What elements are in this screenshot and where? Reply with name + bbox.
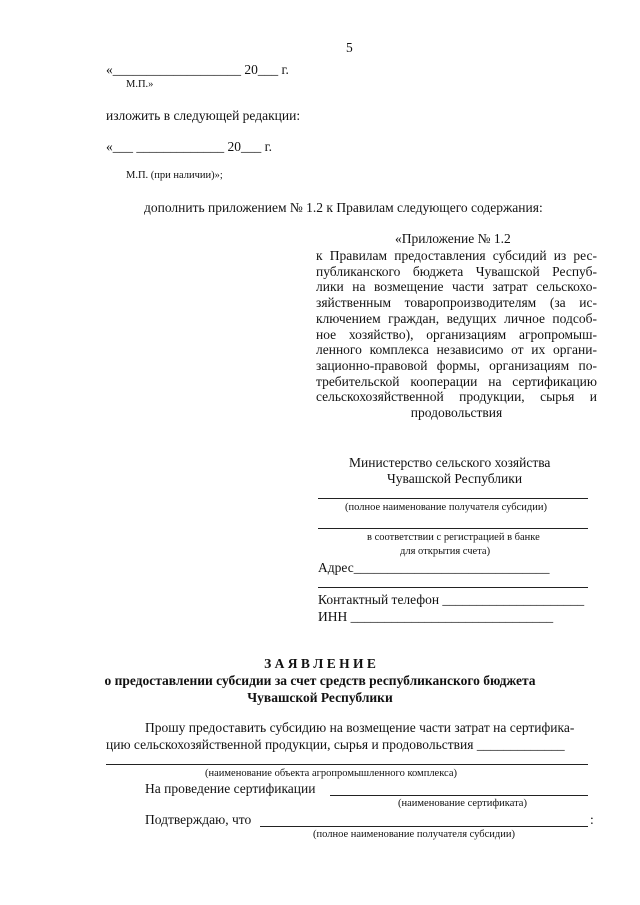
bank-field bbox=[318, 528, 588, 529]
appendix-line: сельскохозяйственной продукции, сырья и bbox=[316, 389, 597, 405]
confirm-field bbox=[260, 826, 588, 827]
confirm-colon: : bbox=[590, 812, 594, 827]
confirm-label: Подтверждаю, что bbox=[145, 812, 252, 827]
appendix-line: к Правилам предоставления субсидий из рес- bbox=[316, 248, 597, 263]
ministry-line-2: Чувашской Республики bbox=[387, 471, 523, 486]
certification-label: На проведение сертификации bbox=[145, 781, 316, 796]
object-field bbox=[106, 764, 588, 765]
address-field: Адрес_____________________________ bbox=[318, 560, 550, 575]
appendix-last-line: продовольствия bbox=[410, 405, 503, 421]
certification-caption: (наименование сертификата) bbox=[398, 798, 527, 809]
recipient-name-caption: (полное наименование получателя субсидии) bbox=[345, 502, 547, 513]
appendix-line: зяйственным товаропроизводителям (за ис- bbox=[316, 295, 597, 311]
appendix-text bbox=[316, 248, 597, 421]
appendix-line: лики на возмещение части затрат сельскохо- bbox=[316, 279, 597, 295]
object-caption: (наименование объекта агропромышленного комплекса) bbox=[205, 768, 458, 779]
statement-para-1: Прошу предоставить субсидию на возмещение части затрат на сертифика- bbox=[145, 720, 575, 735]
ministry-line-1: Министерство сельского хозяйства bbox=[349, 455, 551, 470]
bank-caption-2: для открытия счета) bbox=[400, 546, 491, 557]
address-field-line-2 bbox=[318, 587, 588, 588]
confirm-caption: (полное наименование получателя субсидии) bbox=[313, 829, 515, 840]
bank-caption-1: в соответствии с регистрацией в банке bbox=[367, 532, 540, 543]
certification-field bbox=[330, 795, 588, 796]
old-date-line: «___________________ 20___ г. bbox=[106, 62, 289, 77]
recipient-name-field bbox=[318, 498, 588, 499]
appendix-line: ное хозяйство), организациям агропромыш- bbox=[316, 326, 597, 342]
addition-text: дополнить приложением № 1.2 к Правилам следующего содержания: bbox=[144, 200, 543, 215]
new-date-line: «___ _____________ 20___ г. bbox=[106, 139, 273, 154]
statement-subtitle-2: Чувашской Республики bbox=[247, 690, 393, 705]
page-number: 5 bbox=[346, 40, 353, 55]
statement-heading: З А Я В Л Е Н И Е bbox=[264, 656, 376, 671]
statement-para-2: цию сельскохозяйственной продукции, сырья и продовольствия _____________ bbox=[106, 737, 565, 752]
phone-field: Контактный телефон _____________________ bbox=[318, 592, 585, 607]
old-stamp: М.П.» bbox=[126, 79, 154, 90]
appendix-line: ключением граждан, ведущих личное подсоб- bbox=[316, 310, 597, 326]
instruction-text: изложить в следующей редакции: bbox=[106, 108, 301, 123]
appendix-line: ленного комплекса независимо от их органи- bbox=[316, 342, 597, 358]
appendix-line: публиканского бюджета Чувашской Респуб- bbox=[316, 263, 597, 279]
statement-subtitle-1: о предоставлении субсидии за счет средств республиканского бюджета bbox=[104, 673, 536, 688]
appendix-line: зационно-правовой формы, организациям по- bbox=[316, 357, 597, 373]
new-stamp: М.П. (при наличии)»; bbox=[126, 170, 223, 181]
inn-field: ИНН ______________________________ bbox=[318, 609, 554, 624]
appendix-line: требительской кооперации на сертификацию bbox=[316, 373, 597, 389]
appendix-title: «Приложение № 1.2 bbox=[395, 231, 511, 246]
